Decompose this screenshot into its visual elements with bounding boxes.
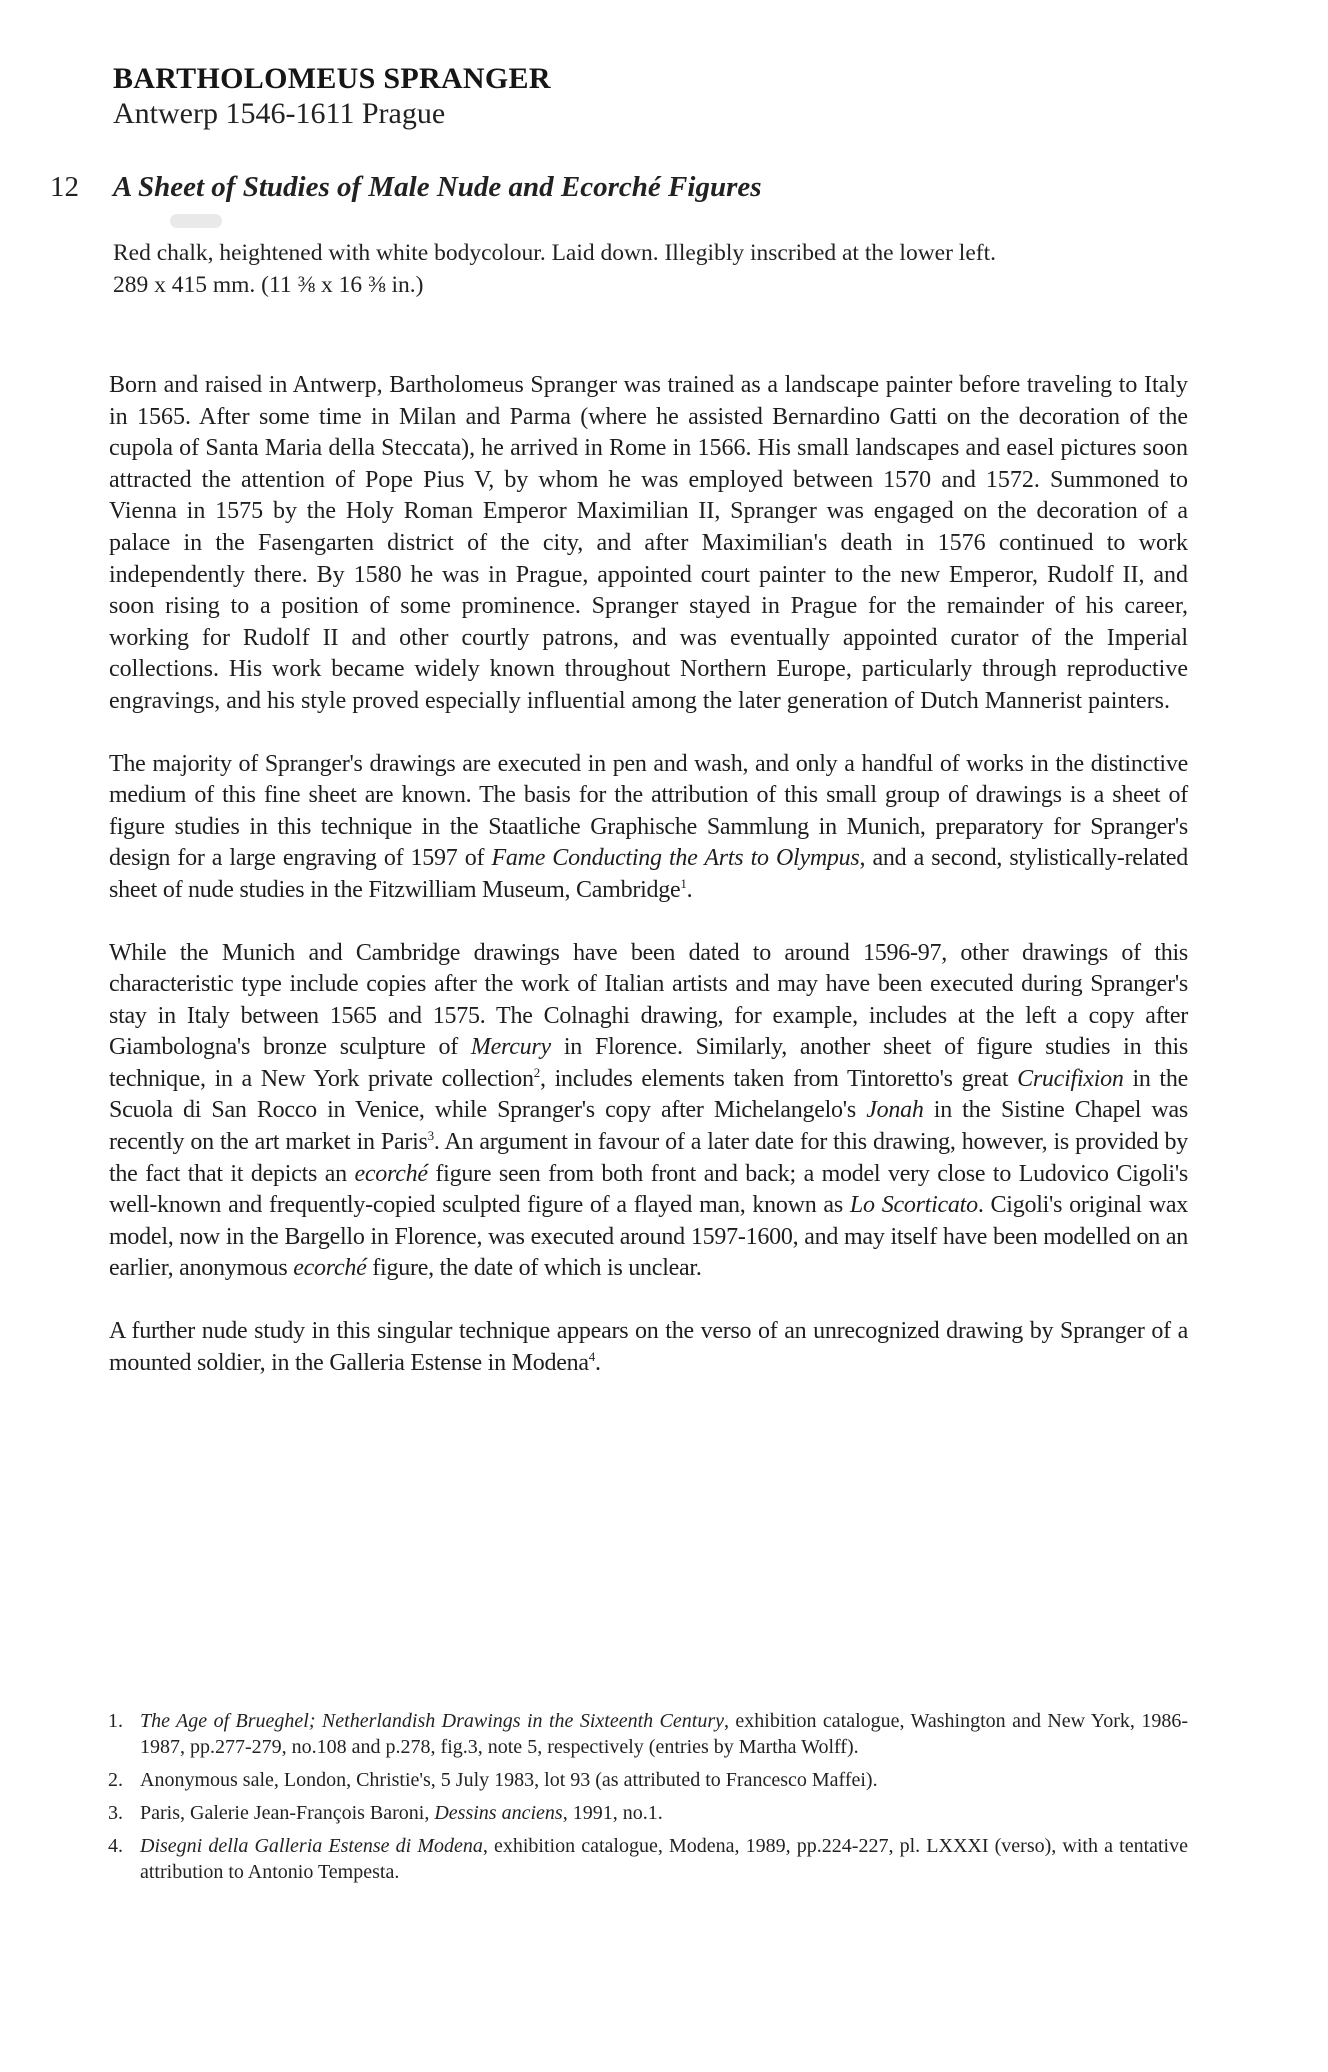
work-title: A Sheet of Studies of Male Nude and Ecorché Figures <box>113 171 762 203</box>
text-run: figure seen from both front and back; a model very close to Ludovico Cigoli's well-known and frequently-copied sculpted figure of a flayed man, known as <box>109 1160 1188 1219</box>
footnote-title: The Age of Brueghel; Netherlandish Drawings in the Sixteenth Century <box>140 1710 724 1732</box>
footnote-number: 3. <box>108 1802 123 1824</box>
text-run: . Cigoli's original wax model, now in the Bargello in Florence, was executed around 1597-1600, and may itself have been modelled on an earlier, anonymous <box>109 1192 1189 1282</box>
italic-title-scorticato: Lo Scorticato <box>849 1192 978 1219</box>
footnote-text: , exhibition catalogue, Washington and New York, 1986-1987, pp.277-279, no.108 and p.278, fig.3, note 5, respectively (entries by Martha Wolff). <box>140 1710 1188 1758</box>
text-run: in Florence. Similarly, another sheet of figure studies in this technique, in a New York private collection <box>109 1034 1188 1092</box>
paragraph-biography: Born and raised in Antwerp, Bartholomeus Spranger was trained as a landscape painter before traveling to Italy in 1565. After some time in Milan and Parma (where he assisted Bernardino Gatti on the decoration of the cupola of Santa Maria della Steccata), he arrived in Rome in 1566. His small landscapes and easel pictures soon attracted the attention of Pope Pius V, by whom he was employed between 1570 and 1572. Summoned to Vienna in 1575 by the Holy Roman Emperor Maximilian II, Spranger was engaged on the decoration of a palace in the Fasengarten district of the city, and after Maximilian's death in 1576 continued to work independently there. By 1580 he was in Prague, appointed court painter to the new Emperor, Rudolf II, and soon rising to a position of some prominence. Spranger stayed in Prague for the remainder of his career, working for Rudolf II and other courtly patrons, and was eventually appointed curator of the Imperial collections. His work became widely known throughout Northern Europe, particularly through reproductive engravings, and his style proved especially influential among the later generation of Dutch Mannerist painters. <box>109 372 1188 714</box>
footnote-ref-4[interactable]: 4 <box>588 1348 595 1364</box>
footnote-text: Paris, Galerie Jean-François Baroni, <box>140 1802 435 1824</box>
footnote-text: , exhibition catalogue, Modena, 1989, pp.224-227, pl. LXXXI (verso), with a tentative attribution to Antonio Tempesta. <box>140 1835 1188 1883</box>
footnote-1 <box>108 1708 1188 1760</box>
footnotes-list <box>108 1708 1188 1892</box>
italic-title-fame: Fame Conducting the Arts to Olympus <box>491 845 860 872</box>
italic-term-ecorche: ecorché <box>354 1160 428 1187</box>
text-run: , and a second, stylistically-related sheet of nude studies in the Fitzwilliam Museum, Cambridge <box>109 845 1189 903</box>
text-run: figure, the date of which is unclear. <box>366 1255 702 1282</box>
text-run: While the Munich and Cambridge drawings have been dated to around 1596-97, other drawings of this characteristic type include copies after the work of Italian artists and may have been executed during Spranger's stay in Italy between 1565 and 1575. The Colnaghi drawing, for example, includes at the left a copy after Giambologna's bronze sculpture of <box>109 939 1188 1061</box>
medium-description: Red chalk, heightened with white bodycolour. Laid down. Illegibly inscribed at the lower left. <box>113 240 996 266</box>
footnote-title: Disegni della Galleria Estense di Modena <box>140 1835 483 1857</box>
footnote-ref-1[interactable]: 1 <box>680 875 687 891</box>
paragraph-dating <box>109 938 1188 1286</box>
object-details <box>113 238 1188 301</box>
paragraph-attribution <box>109 749 1188 907</box>
footnote-ref-3[interactable]: 3 <box>427 1128 434 1144</box>
essay-body <box>109 370 1188 1410</box>
footnote-text: Anonymous sale, London, Christie's, 5 July 1983, lot 93 (as attributed to Francesco Maffei). <box>140 1769 878 1791</box>
footnote-2 <box>108 1767 1188 1793</box>
text-run: in the Scuola di San Rocco in Venice, while Spranger's copy after Michelangelo's <box>109 1065 1188 1124</box>
text-run: The majority of Spranger's drawings are executed in pen and wash, and only a handful of works in the distinctive medium of this fine sheet are known. The basis for the attribution of this small group of drawings is a sheet of figure studies in this technique in the Staatliche Graphische Sammlung in Munich, preparatory for Spranger's design for a large engraving of 1597 of <box>109 750 1188 872</box>
text-run: A further nude study in this singular technique appears on the verso of an unrecognized drawing by Spranger of a mounted soldier, in the Galleria Estense in Modena <box>109 1318 1188 1376</box>
text-run: . An argument in favour of a later date for this drawing, however, is provided by the fact that it depicts an <box>109 1129 1188 1187</box>
footnote-number: 2. <box>108 1769 123 1791</box>
footnote-title: Dessins anciens <box>434 1802 563 1824</box>
artist-dates: Antwerp 1546-1611 Prague <box>113 97 446 130</box>
text-run: . <box>686 876 693 903</box>
footnote-number: 1. <box>108 1710 123 1732</box>
catalogue-number: 12 <box>50 171 79 203</box>
italic-term-ecorche: ecorché <box>293 1255 367 1282</box>
footnote-3 <box>108 1800 1188 1826</box>
paragraph-further-study <box>109 1316 1188 1379</box>
italic-title-jonah: Jonah <box>866 1097 924 1124</box>
italic-title-crucifixion: Crucifixion <box>1017 1065 1124 1092</box>
footnote-4 <box>108 1833 1188 1885</box>
footnote-text: , 1991, no.1. <box>562 1802 663 1824</box>
text-run: , includes elements taken from Tintoretto's great <box>540 1065 1018 1092</box>
footnote-number: 4. <box>108 1835 123 1857</box>
dimensions: 289 x 415 mm. (11 ⅜ x 16 ⅜ in.) <box>113 271 424 298</box>
text-run: in the Sistine Chapel was recently on the art market in Paris <box>109 1097 1189 1156</box>
italic-title-mercury: Mercury <box>470 1034 551 1061</box>
artist-name: BARTHOLOMEUS SPRANGER <box>113 62 551 95</box>
text-run: . <box>595 1349 601 1376</box>
footnote-ref-2[interactable]: 2 <box>533 1064 541 1080</box>
paper-smudge <box>170 214 222 228</box>
